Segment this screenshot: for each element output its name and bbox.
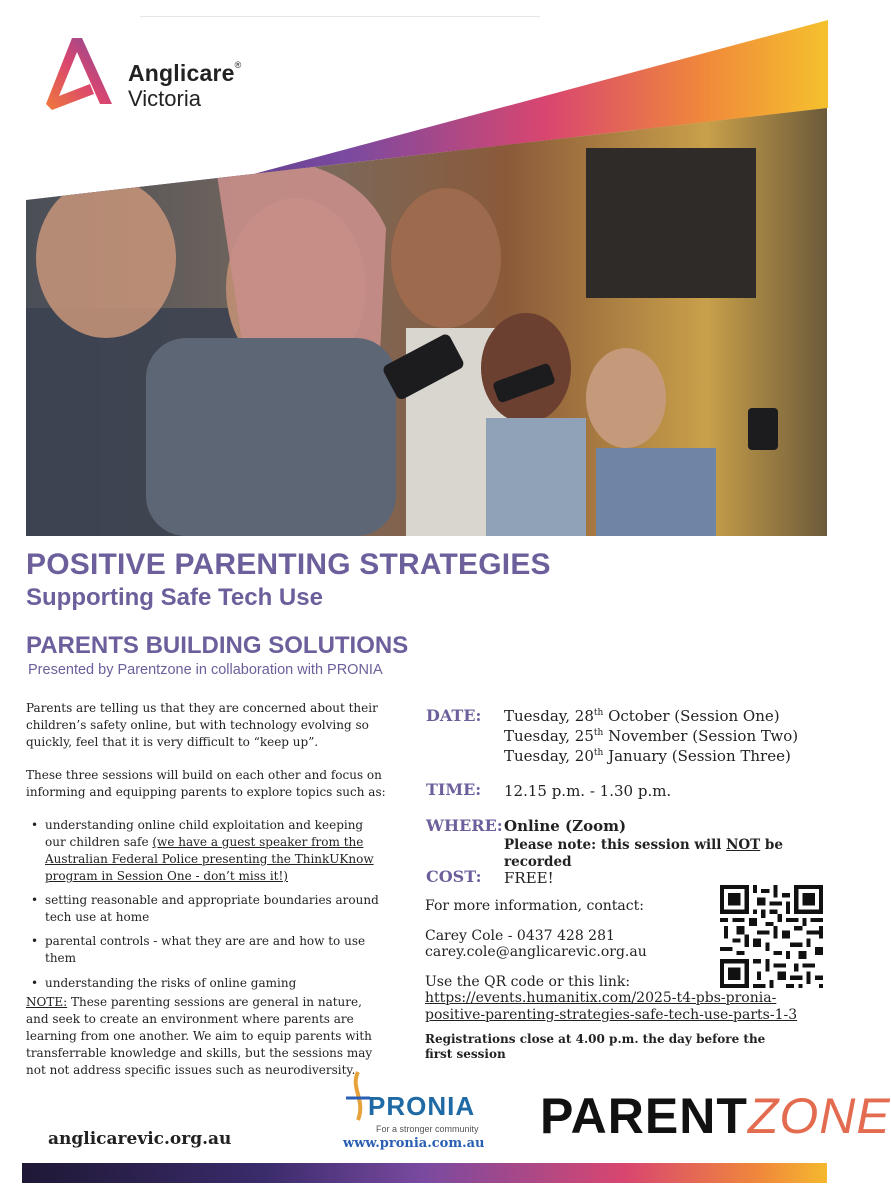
intro-text-1: Parents are telling us that they are concerned about their children’s safety online, but with technology evolving so quickly, feel that it is very difficult to “keep up”.	[26, 701, 378, 749]
where-value: Online (Zoom)	[504, 817, 627, 835]
parentzone-logo-part1: PARENT	[540, 1088, 748, 1144]
note-label: NOTE:	[26, 995, 68, 1009]
list-item	[26, 975, 386, 992]
recording-note-emphasis: NOT	[726, 837, 761, 853]
hero-photo	[26, 108, 827, 536]
intro-text-2: These three sessions will build on each other and focus on informing and equipping parents to explore topics such as:	[26, 768, 386, 799]
registration-link-line2: positive-parenting-strategies-safe-tech-use-parts-1-3	[425, 1007, 798, 1023]
page-title: POSITIVE PARENTING STRATEGIES	[26, 548, 551, 581]
brand-name-text: Anglicare	[128, 60, 235, 86]
registration-link-line1: https://events.humanitix.com/2025-t4-pbs-pronia-	[425, 990, 777, 1006]
anglicare-logo-icon	[42, 34, 122, 112]
pronia-website-link[interactable]: www.pronia.com.au	[343, 1136, 485, 1151]
qr-instructions: Use the QR code or this link:	[425, 974, 631, 990]
session-date	[504, 706, 798, 726]
topic-text: understanding online child exploitation and keeping our children safe	[45, 818, 364, 849]
session-date-day: Tuesday, 28	[504, 707, 594, 725]
session-date-suffix: th	[593, 708, 604, 718]
presented-by: Presented by Parentzone in collaboration with PRONIA	[28, 662, 383, 678]
cost-value: FREE!	[504, 869, 554, 887]
intro-paragraph-2	[26, 767, 386, 801]
topic-note: (we have a guest speaker from the Australian Federal Police presenting the ThinkUKnow program in Session One - don’t miss it!)	[45, 835, 374, 883]
brand-subname: Victoria	[128, 86, 201, 111]
topic-text: parental controls - what they are are and how to use them	[45, 934, 366, 965]
registration-link[interactable]	[425, 990, 797, 1024]
session-date	[504, 726, 798, 746]
list-item	[26, 933, 386, 967]
note-paragraph	[26, 994, 386, 1079]
recording-note-end: be recorded	[504, 837, 783, 870]
footer-gradient-bar	[22, 1163, 827, 1183]
recording-note-text: Please note: this session will	[504, 837, 727, 853]
parentzone-logo	[540, 1088, 891, 1144]
contact-name-phone: Carey Cole - 0437 428 281	[425, 928, 615, 944]
date-list	[504, 706, 798, 766]
pronia-logo-text: PRONIA	[368, 1091, 476, 1121]
footer-website-link[interactable]: anglicarevic.org.au	[48, 1129, 232, 1149]
list-item	[26, 817, 386, 885]
intro-paragraph-1	[26, 700, 386, 751]
session-date-month: January (Session Three)	[603, 747, 791, 765]
page-subtitle: Supporting Safe Tech Use	[26, 584, 323, 611]
recording-note	[504, 837, 849, 871]
list-item	[26, 892, 386, 926]
topic-list	[26, 817, 386, 992]
contact-email[interactable]: carey.cole@anglicarevic.org.au	[425, 944, 647, 960]
session-date-month: October (Session One)	[603, 707, 780, 725]
session-date-day: Tuesday, 25	[504, 727, 594, 745]
time-value: 12.15 p.m. - 1.30 p.m.	[504, 782, 672, 800]
topic-text: setting reasonable and appropriate boundaries around tech use at home	[45, 893, 379, 924]
session-date-suffix: th	[593, 748, 604, 758]
qr-code-icon[interactable]	[720, 885, 823, 988]
session-date-suffix: th	[593, 728, 604, 738]
brand-name	[128, 60, 241, 87]
session-date	[504, 746, 798, 766]
pronia-tagline: For a stronger community	[376, 1124, 479, 1134]
registered-mark: ®	[234, 60, 242, 70]
cost-label: COST:	[426, 867, 482, 886]
note-text: These parenting sessions are general in nature, and seek to create an environment where parents are learning from one another. We aim to equip parents with transferrable knowledge and skills, but the sessions may not not address specific issues such as neurodiversity.	[26, 995, 373, 1077]
where-label: WHERE:	[426, 816, 503, 835]
registration-deadline: Registrations close at 4.00 p.m. the day before the first session	[425, 1032, 766, 1061]
topic-text: understanding the risks of online gaming	[45, 976, 297, 990]
contact-intro: For more information, contact:	[425, 898, 644, 914]
program-title: PARENTS BUILDING SOLUTIONS	[26, 632, 409, 659]
parentzone-logo-part2: ZONE	[747, 1088, 891, 1144]
time-label: TIME:	[426, 780, 482, 799]
session-date-day: Tuesday, 20	[504, 747, 594, 765]
date-label: DATE:	[426, 706, 482, 725]
session-date-month: November (Session Two)	[603, 727, 799, 745]
